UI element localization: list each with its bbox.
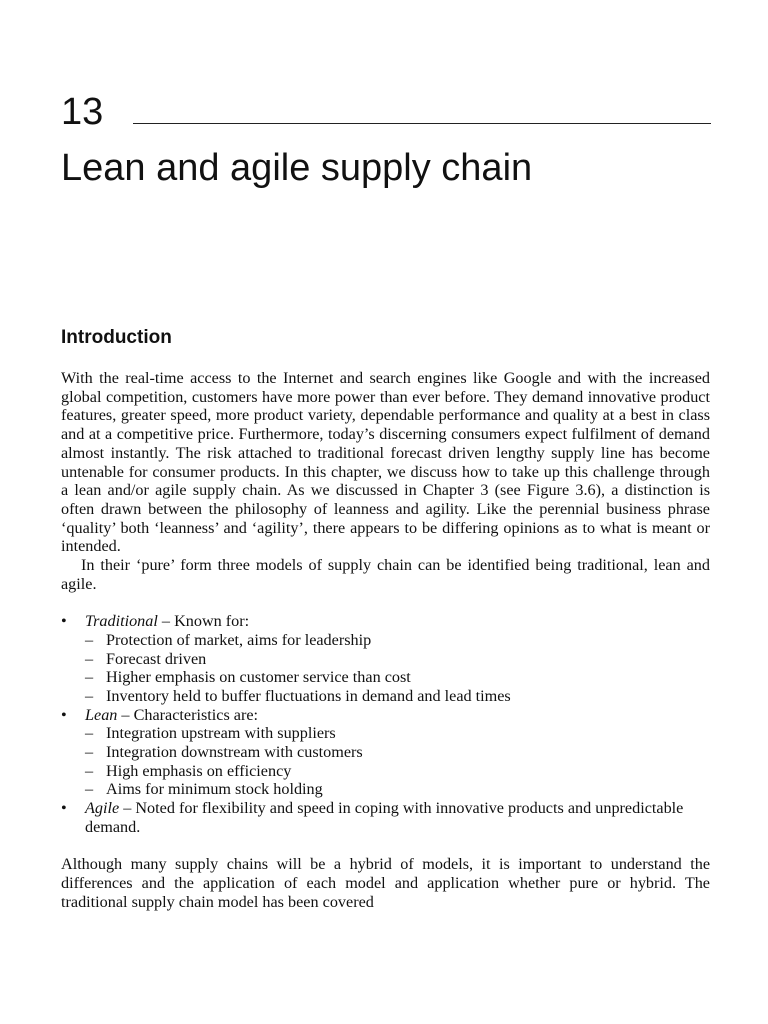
sub-list	[85, 631, 710, 706]
dash-icon: –	[85, 761, 94, 780]
body-text	[61, 369, 710, 911]
dash-icon: –	[85, 649, 94, 668]
list-item-lean	[61, 706, 710, 800]
list-item	[85, 631, 710, 650]
list-item	[85, 762, 710, 781]
bullet-icon: •	[61, 799, 67, 818]
dash-icon: –	[85, 630, 94, 649]
chapter-header	[61, 92, 711, 132]
chapter-title: Lean and agile supply chain	[61, 147, 533, 189]
supply-chain-models-list	[61, 612, 710, 836]
model-description: – Noted for flexibility and speed in coping with innovative products and unpredictable demand.	[85, 799, 684, 836]
list-item-text: Inventory held to buffer fluctuations in demand and lead times	[106, 686, 511, 705]
dash-icon: –	[85, 668, 94, 687]
model-name: Agile	[85, 799, 120, 818]
list-item-text: Integration upstream with suppliers	[106, 724, 336, 743]
list-item-agile	[61, 799, 710, 836]
model-name: Traditional	[85, 612, 158, 631]
paragraph: Although many supply chains will be a hybrid of models, it is important to understand the differences and the application of each model and application whether pure or hybrid. The traditional supply chain model has been covered	[61, 855, 710, 911]
dash-icon: –	[85, 780, 94, 799]
list-item	[85, 780, 710, 799]
model-description: – Characteristics are:	[117, 705, 259, 724]
list-item-traditional	[61, 612, 710, 706]
bullet-icon: •	[61, 705, 67, 724]
chapter-number: 13	[61, 91, 104, 133]
section-heading: Introduction	[61, 327, 172, 348]
chapter-rule	[133, 123, 711, 124]
list-item-text: Forecast driven	[106, 649, 207, 668]
list-item-text: Aims for minimum stock holding	[106, 780, 323, 799]
list-item	[85, 687, 710, 706]
list-item-text: High emphasis on efficiency	[106, 761, 292, 780]
dash-icon: –	[85, 686, 94, 705]
list-item	[85, 743, 710, 762]
dash-icon: –	[85, 724, 94, 743]
list-item	[85, 724, 710, 743]
list-item	[85, 650, 710, 669]
dash-icon: –	[85, 743, 94, 762]
model-description: – Known for:	[157, 612, 250, 631]
list-item-text: Higher emphasis on customer service than cost	[106, 668, 411, 687]
bullet-icon: •	[61, 612, 67, 631]
model-name: Lean	[85, 705, 118, 724]
sub-list	[85, 724, 710, 799]
list-item	[85, 668, 710, 687]
list-item-text: Integration downstream with customers	[106, 743, 363, 762]
paragraph: With the real-time access to the Internet and search engines like Google and with the increased global competition, customers have more power than ever before. They demand innovative product features, greater speed, more product variety, dependable performance and quality at a best in class and at a competitive price. Furthermore, today’s discerning consumers expect fulfilment of demand almost instantly. The risk attached to traditional forecast driven lengthy supply line has become untenable for consumer products. In this chapter, we discuss how to take up this challenge through a lean and/or agile supply chain. As we discussed in Chapter 3 (see Figure 3.6), a distinction is often drawn between the philosophy of leanness and agility. Like the perennial business phrase ‘quality’ both ‘leanness’ and ‘agility’, there appears to be differing opinions as to what is meant or intended.	[61, 369, 710, 556]
list-item-text: Protection of market, aims for leadership	[106, 630, 372, 649]
paragraph: In their ‘pure’ form three models of supply chain can be identified being traditional, lean and agile.	[61, 556, 710, 593]
